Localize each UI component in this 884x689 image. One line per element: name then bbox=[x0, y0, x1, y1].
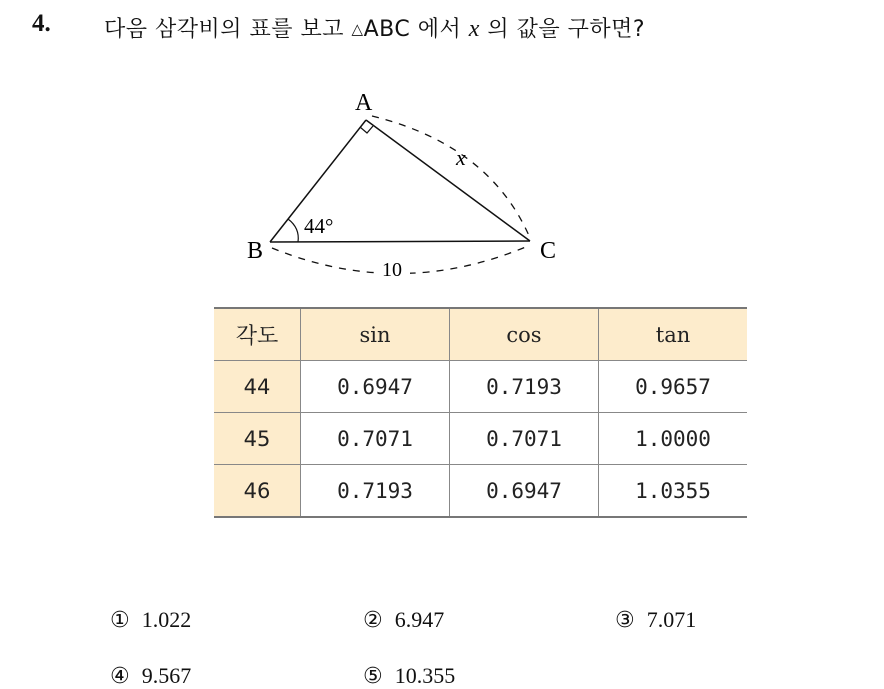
choice-2[interactable] bbox=[363, 607, 444, 633]
question-text-before: 다음 삼각비의 표를 보고 bbox=[104, 17, 345, 42]
vertex-a-label: A bbox=[355, 90, 373, 116]
choice-2-mark: ② bbox=[363, 608, 383, 633]
choice-4-value: 9.567 bbox=[141, 663, 192, 688]
choice-3-value: 7.071 bbox=[646, 607, 697, 632]
choice-1-mark: ① bbox=[110, 608, 130, 633]
question-number: 4. bbox=[32, 10, 51, 37]
side-bc-label: 10 bbox=[382, 259, 402, 281]
vertex-b-label: B bbox=[247, 238, 264, 264]
table-cell-tan: 0.9657 bbox=[599, 361, 748, 413]
table-cell-cos: 0.6947 bbox=[450, 465, 599, 518]
table-cell-sin: 0.6947 bbox=[301, 361, 450, 413]
table-cell-angle: 44 bbox=[214, 361, 301, 413]
choice-1[interactable] bbox=[110, 607, 191, 633]
question-text-after: 의 값을 구하면? bbox=[487, 17, 646, 42]
table-cell-angle: 46 bbox=[214, 465, 301, 518]
header-cos: cos bbox=[450, 308, 599, 361]
table-header-row bbox=[214, 308, 747, 361]
question-text-middle: 에서 bbox=[417, 17, 462, 42]
table-cell-cos: 0.7071 bbox=[450, 413, 599, 465]
choice-5[interactable] bbox=[363, 663, 455, 689]
choice-2-value: 6.947 bbox=[394, 607, 445, 632]
table-cell-cos: 0.7193 bbox=[450, 361, 599, 413]
table-cell-angle: 45 bbox=[214, 413, 301, 465]
right-angle-mark bbox=[360, 126, 373, 133]
table-cell-sin: 0.7071 bbox=[301, 413, 450, 465]
triangle-figure bbox=[0, 0, 884, 300]
table-cell-tan: 1.0355 bbox=[635, 478, 711, 503]
table-cell-sin: 0.7193 bbox=[301, 465, 450, 518]
header-angle: 각도 bbox=[214, 308, 301, 361]
choice-5-mark: ⑤ bbox=[363, 664, 383, 689]
triangle-symbol: △ bbox=[351, 20, 364, 38]
choice-1-value: 1.022 bbox=[141, 607, 192, 632]
table-row bbox=[214, 465, 747, 518]
table-cell-tan: 1.0000 bbox=[599, 413, 748, 465]
triangle-name: ABC bbox=[363, 17, 411, 42]
choice-4[interactable] bbox=[110, 663, 191, 689]
table-row bbox=[214, 413, 747, 465]
choice-3-mark: ③ bbox=[615, 608, 635, 633]
side-ac-label: x bbox=[456, 145, 466, 170]
dashed-arc-ac bbox=[372, 116, 530, 238]
header-tan: tan bbox=[599, 308, 748, 361]
trig-table bbox=[214, 307, 747, 518]
choice-5-value: 10.355 bbox=[394, 663, 456, 688]
table-row bbox=[214, 361, 747, 413]
choice-3[interactable] bbox=[615, 607, 696, 633]
angle-label: 44° bbox=[304, 214, 334, 238]
question-variable: x bbox=[468, 16, 480, 42]
choice-4-mark: ④ bbox=[110, 664, 130, 689]
header-sin: sin bbox=[301, 308, 450, 361]
side-ac bbox=[366, 120, 530, 241]
side-bc bbox=[270, 241, 530, 242]
angle-b-arc bbox=[288, 219, 298, 242]
vertex-c-label: C bbox=[540, 238, 557, 264]
